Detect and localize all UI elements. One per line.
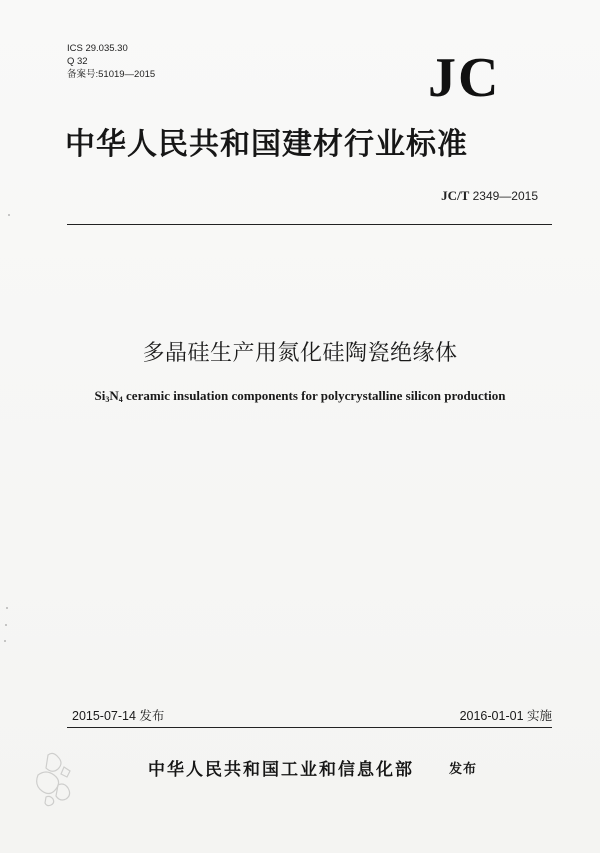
jc-logo: JC [428, 47, 501, 109]
standard-prefix: JC/T [441, 188, 470, 203]
ics-code: ICS 29.035.30 [67, 43, 128, 54]
document-title: 多晶硅生产用氮化硅陶瓷绝缘体 [142, 341, 458, 366]
effective-date: 2016-01-01 实施 [459, 709, 552, 723]
ccs-code: Q 32 [67, 56, 88, 67]
publisher-action: 发布 [449, 762, 478, 777]
faded-stamp-mark [28, 745, 88, 815]
record-number: 备案号:51019—2015 [67, 69, 156, 80]
scan-speck [6, 607, 8, 609]
standard-code: 2349—2015 [472, 189, 538, 203]
formula-sub-3: 3 [105, 395, 110, 404]
document-english-title [0, 388, 600, 404]
scan-speck [4, 640, 6, 642]
bottom-divider [67, 727, 552, 728]
scan-speck [5, 624, 7, 626]
standard-number [441, 188, 538, 204]
standard-title: 中华人民共和国建材行业标准 [65, 127, 468, 162]
formula-sub-4: 4 [118, 395, 123, 404]
scan-speck [8, 214, 10, 216]
formula-si: Si [94, 388, 106, 403]
top-divider [67, 224, 552, 225]
issue-date: 2015-07-14 发布 [72, 709, 165, 723]
english-title-text: ceramic insulation components for polycrystalline silicon production [122, 388, 506, 403]
classification-block [67, 42, 155, 81]
publisher-name: 中华人民共和国工业和信息化部 [148, 760, 414, 780]
formula-n: N [109, 388, 119, 403]
